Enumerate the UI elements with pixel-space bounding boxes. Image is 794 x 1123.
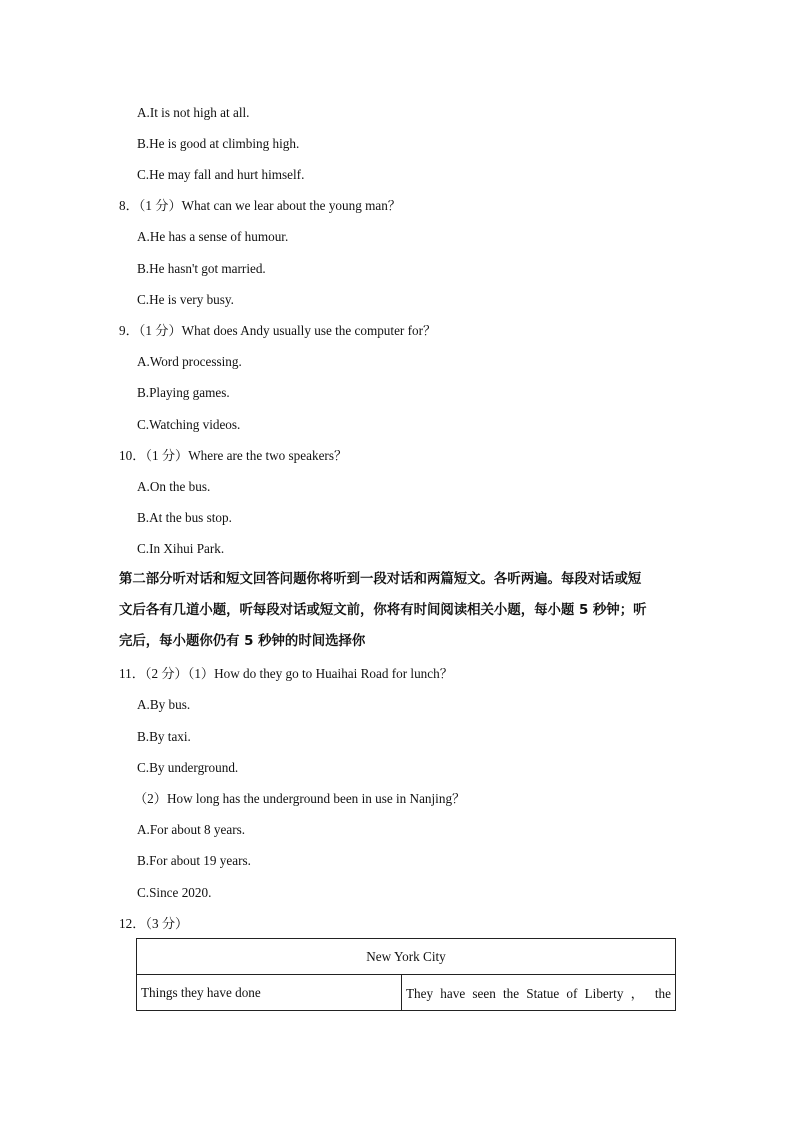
q9-option-c: C.Watching videos. bbox=[137, 417, 241, 432]
q11-2-option-a: A.For about 8 years. bbox=[137, 822, 246, 837]
table-header: New York City bbox=[137, 939, 676, 975]
q10-option-c: C.In Xihui Park. bbox=[137, 541, 225, 556]
section2-line-3: 完后，每小题你仍有 5 秒钟的时间选择你 bbox=[119, 634, 366, 649]
q8-stem: 8．（1 分）What can we lear about the young man？ bbox=[119, 198, 401, 213]
q8-option-c: C.He is very busy. bbox=[137, 292, 234, 307]
q9-stem: 9．（1 分）What does Andy usually use the computer for？ bbox=[119, 323, 437, 338]
q7-option-c: C.He may fall and hurt himself. bbox=[137, 167, 305, 182]
q7-option-b: B.He is good at climbing high. bbox=[137, 136, 300, 151]
section2-line-1: 第二部分听对话和短文回答问题你将听到一段对话和两篇短文。各听两遍。每段对话或短 bbox=[119, 572, 642, 587]
q11-1-option-c: C.By underground. bbox=[137, 760, 239, 775]
q11-sub2-stem: （2）How long has the underground been in use in Nanjing？ bbox=[134, 791, 466, 806]
q10-option-a: A.On the bus. bbox=[137, 479, 211, 494]
q11-stem: 11．（2 分）（1）How do they go to Huaihai Road for lunch？ bbox=[119, 666, 453, 681]
q8-option-a: A.He has a sense of humour. bbox=[137, 229, 289, 244]
q10-stem: 10．（1 分）Where are the two speakers？ bbox=[119, 448, 348, 463]
q9-option-a: A.Word processing. bbox=[137, 354, 242, 369]
table-row-value: They have seen the Statue of Liberty ， the bbox=[402, 975, 676, 1011]
q11-2-option-b: B.For about 19 years. bbox=[137, 853, 251, 868]
q7-option-a: A.It is not high at all. bbox=[137, 105, 250, 120]
q12-stem: 12．（3 分） bbox=[119, 916, 189, 931]
q9-option-b: B.Playing games. bbox=[137, 385, 230, 400]
table-row bbox=[137, 975, 676, 1011]
q10-option-b: B.At the bus stop. bbox=[137, 510, 232, 525]
q8-option-b: B.He hasn't got married. bbox=[137, 261, 266, 276]
table-row-label: Things they have done bbox=[137, 975, 402, 1011]
q11-2-option-c: C.Since 2020. bbox=[137, 885, 212, 900]
table-row bbox=[137, 939, 676, 975]
q11-1-option-b: B.By taxi. bbox=[137, 729, 191, 744]
section2-line-2: 文后各有几道小题，听每段对话或短文前，你将有时间阅读相关小题，每小题 5 秒钟；听 bbox=[119, 603, 647, 618]
q11-1-option-a: A.By bus. bbox=[137, 697, 191, 712]
q12-table bbox=[136, 938, 676, 1011]
